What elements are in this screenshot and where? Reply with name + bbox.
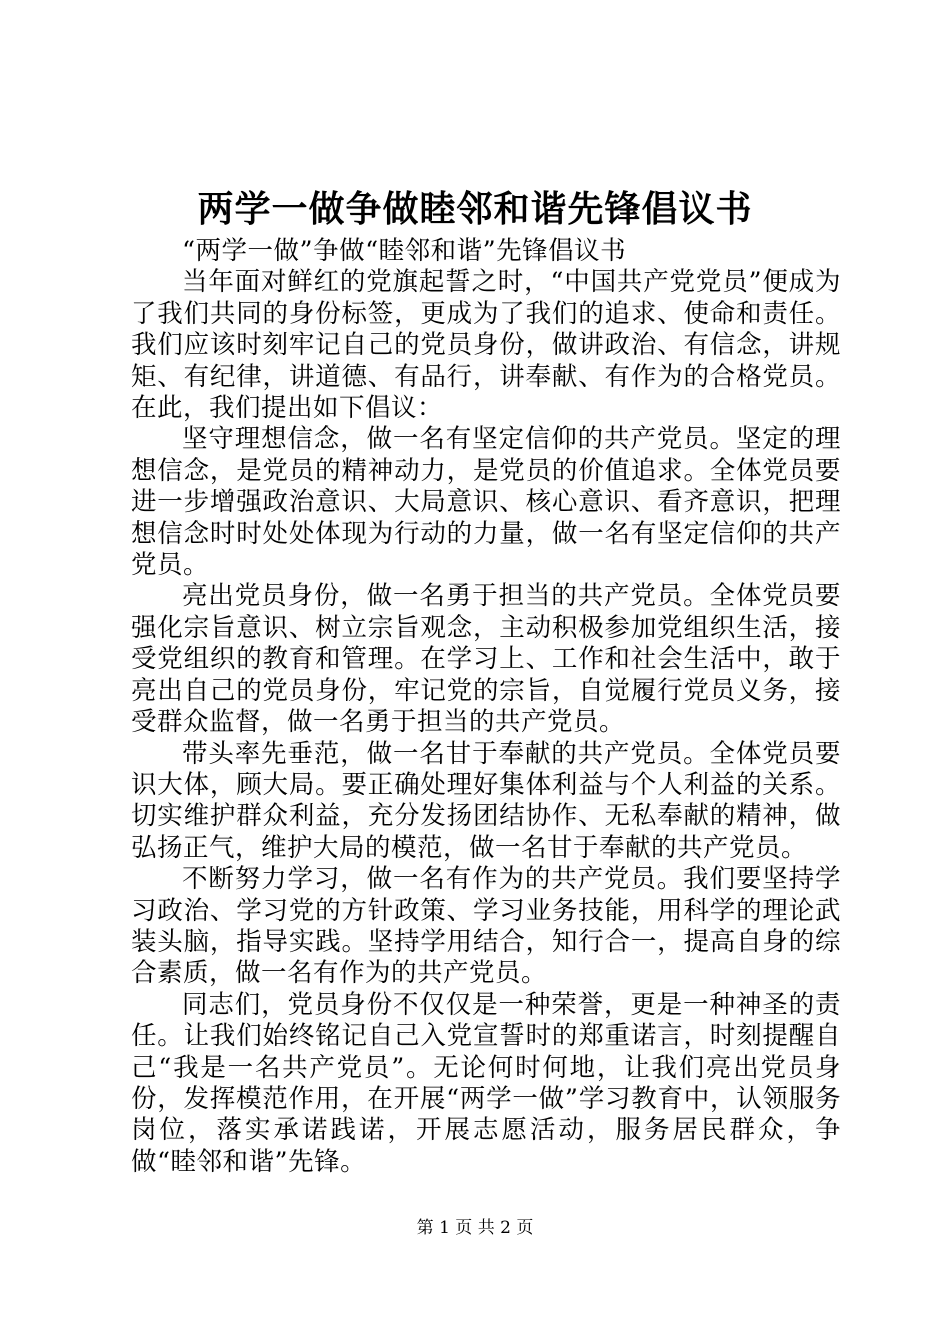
paragraph-ideals: 坚守理想信念，做一名有坚定信仰的共产党员。坚定的理想信念，是党员的精神动力，是党员的价值追求。全体党员要进一步增强政治意识、大局意识、核心意识、看齐意识，把理想信念时时处处体现为行动的力量，做一名有坚定信仰的共产党员。 bbox=[131, 424, 841, 581]
paragraph-learning: 不断努力学习，做一名有作为的共产党员。我们要坚持学习政治、学习党的方针政策、学习业务技能，用科学的理论武装头脑，指导实践。坚持学用结合，知行合一，提高自身的综合素质，做一名有作为的共产党员。 bbox=[131, 864, 841, 989]
page-number-footer: 第 1 页 共 2 页 bbox=[416, 1218, 534, 1238]
paragraph-identity: 亮出党员身份，做一名勇于担当的共产党员。全体党员要强化宗旨意识、树立宗旨观念，主动积极参加党组织生活，接受党组织的教育和管理。在学习上、工作和社会生活中，敢于亮出自己的党员身份，牢记党的宗旨，自觉履行党员义务，接受群众监督，做一名勇于担当的共产党员。 bbox=[131, 581, 841, 738]
document-body bbox=[131, 236, 841, 1178]
paragraph-closing: 同志们，党员身份不仅仅是一种荣誉，更是一种神圣的责任。让我们始终铭记自己入党宣誓时的郑重诺言，时刻提醒自己“我是一名共产党员”。无论何时何地，让我们亮出党员身份，发挥模范作用，在开展“两学一做”学习教育中，认领服务岗位，落实承诺践诺，开展志愿活动，服务居民群众，争做“睦邻和谐”先锋。 bbox=[131, 989, 841, 1177]
paragraph-exemplar: 带头率先垂范，做一名甘于奉献的共产党员。全体党员要识大体，顾大局。要正确处理好集体利益与个人利益的关系。切实维护群众利益，充分发扬团结协作、无私奉献的精神，做弘扬正气，维护大局的模范，做一名甘于奉献的共产党员。 bbox=[131, 738, 841, 863]
paragraph-intro: 当年面对鲜红的党旗起誓之时，“中国共产党党员”便成为了我们共同的身份标签，更成为了我们的追求、使命和责任。我们应该时刻牢记自己的党员身份，做讲政治、有信念，讲规矩、有纪律，讲道德、有品行，讲奉献、有作为的合格党员。在此，我们提出如下倡议： bbox=[131, 267, 841, 424]
paragraph-subtitle: “两学一做”争做“睦邻和谐”先锋倡议书 bbox=[182, 236, 627, 266]
document-title: 两学一做争做睦邻和谐先锋倡议书 bbox=[197, 188, 753, 230]
